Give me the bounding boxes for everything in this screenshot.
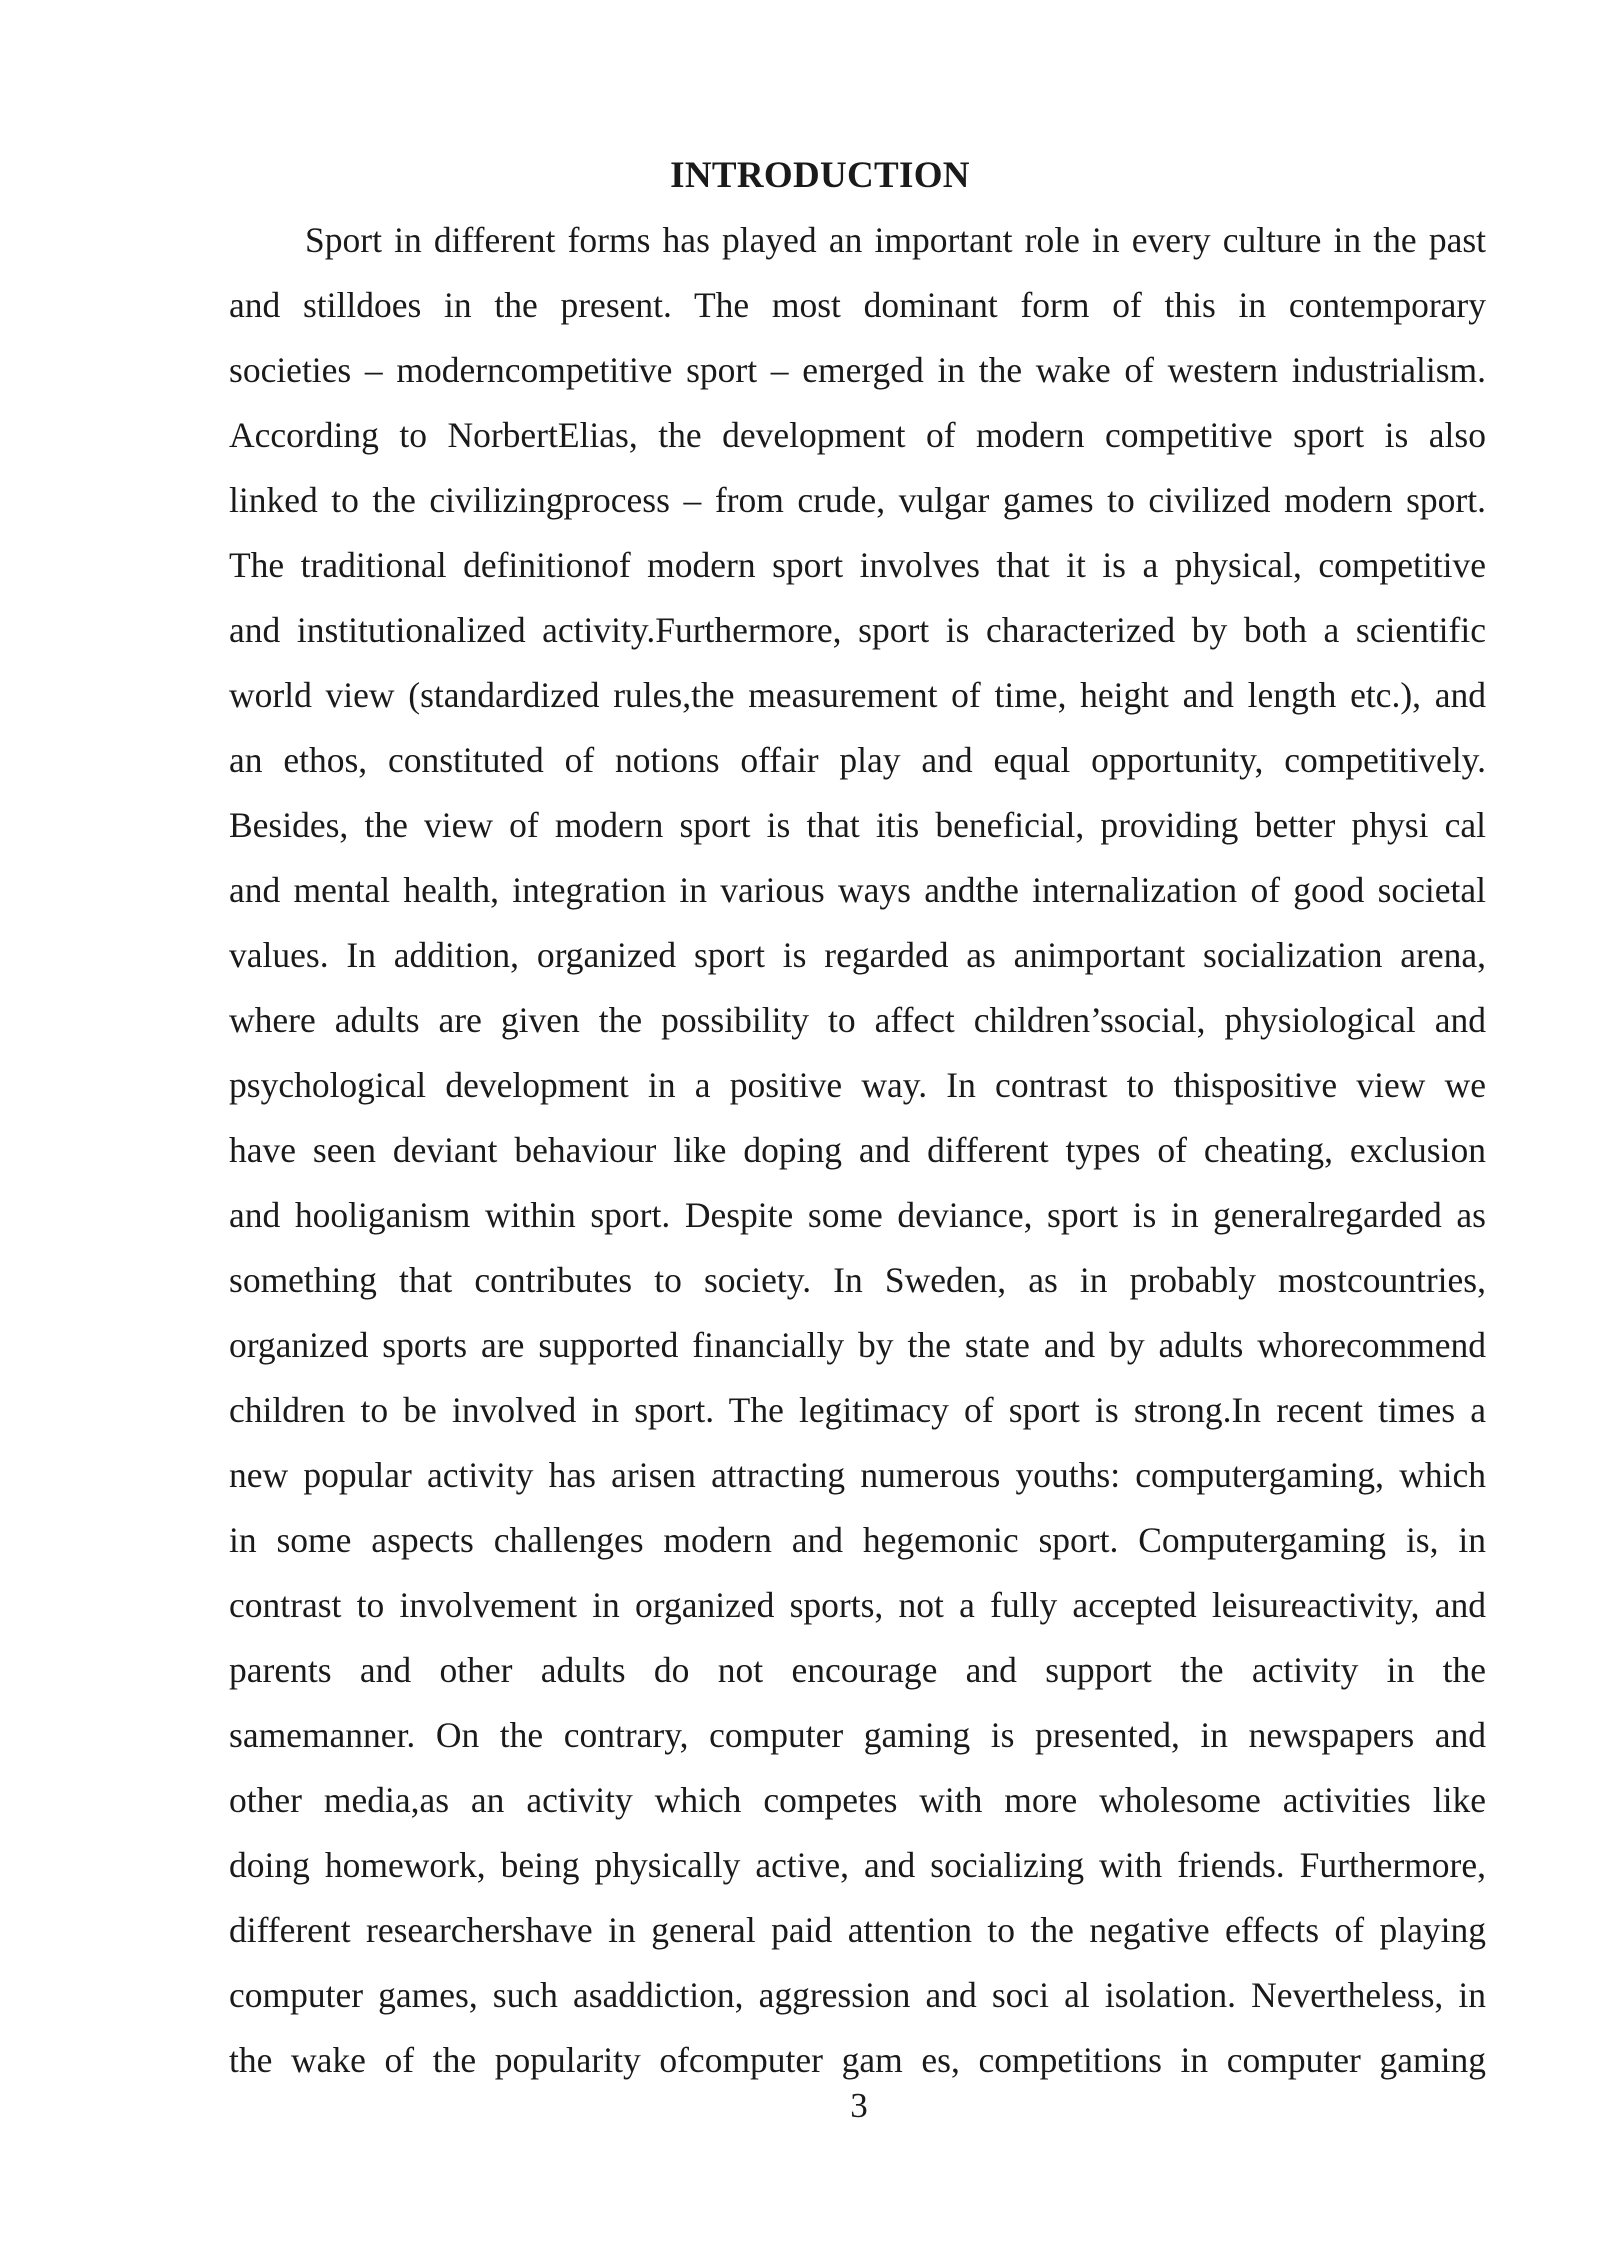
paragraph-line: an ethos, constituted of notions offair play and equal opportunity, competitively. [229, 740, 1486, 780]
paragraph-line: something that contributes to society. In Sweden, as in probably mostcountries, [229, 1260, 1486, 1300]
paragraph-line: and stilldoes in the present. The most dominant form of this in contemporary [229, 285, 1486, 325]
paragraph-line: organized sports are supported financially by the state and by adults whorecommend [229, 1325, 1486, 1365]
page-number: 3 [850, 2086, 868, 2125]
paragraph-line: have seen deviant behaviour like doping and different types of cheating, exclusion [229, 1130, 1486, 1170]
paragraph-line: psychological development in a positive way. In contrast to thispositive view we [229, 1065, 1486, 1105]
paragraph-line: new popular activity has arisen attracting numerous youths: computergaming, which [229, 1455, 1486, 1495]
paragraph-line: and hooliganism within sport. Despite some deviance, sport is in generalregarded as [229, 1195, 1486, 1235]
paragraph-line: samemanner. On the contrary, computer gaming is presented, in newspapers and [229, 1715, 1486, 1755]
paragraph-line: Besides, the view of modern sport is that itis beneficial, providing better physi cal [229, 805, 1486, 845]
paragraph-line: and mental health, integration in various ways andthe internalization of good societal [229, 870, 1486, 910]
paragraph-line: computer games, such asaddiction, aggression and soci al isolation. Nevertheless, in [229, 1975, 1486, 2015]
paragraph-line: and institutionalized activity.Furthermore, sport is characterized by both a scientific [229, 610, 1486, 650]
paragraph-line: parents and other adults do not encourage and support the activity in the [229, 1650, 1486, 1690]
paragraph-line: world view (standardized rules,the measurement of time, height and length etc.), and [229, 675, 1486, 715]
paragraph-line: different researchershave in general paid attention to the negative effects of playing [229, 1910, 1486, 1950]
paragraph-line: linked to the civilizingprocess – from crude, vulgar games to civilized modern sport. [229, 480, 1486, 520]
paragraph-line: doing homework, being physically active, and socializing with friends. Furthermore, [229, 1845, 1486, 1885]
paragraph-line: contrast to involvement in organized sports, not a fully accepted leisureactivity, and [229, 1585, 1486, 1625]
paragraph-line: The traditional definitionof modern sport involves that it is a physical, competitive [229, 545, 1486, 585]
body-paragraph [229, 216, 1486, 2101]
paragraph-line: the wake of the popularity ofcomputer gam es, competitions in computer gaming [229, 2040, 1486, 2080]
paragraph-line: societies – moderncompetitive sport – emerged in the wake of western industrialism. [229, 350, 1486, 390]
paragraph-line: values. In addition, organized sport is regarded as animportant socialization arena, [229, 935, 1486, 975]
section-heading: INTRODUCTION [670, 155, 970, 196]
paragraph-line: where adults are given the possibility to affect children’ssocial, physiological and [229, 1000, 1486, 1040]
paragraph-line: According to NorbertElias, the development of modern competitive sport is also [229, 415, 1486, 455]
paragraph-line: in some aspects challenges modern and hegemonic sport. Computergaming is, in [229, 1520, 1486, 1560]
paragraph-line: children to be involved in sport. The legitimacy of sport is strong.In recent times a [229, 1390, 1486, 1430]
paragraph-line: other media,as an activity which competes with more wholesome activities like [229, 1780, 1486, 1820]
paragraph-line: Sport in different forms has played an important role in every culture in the past [305, 220, 1486, 260]
